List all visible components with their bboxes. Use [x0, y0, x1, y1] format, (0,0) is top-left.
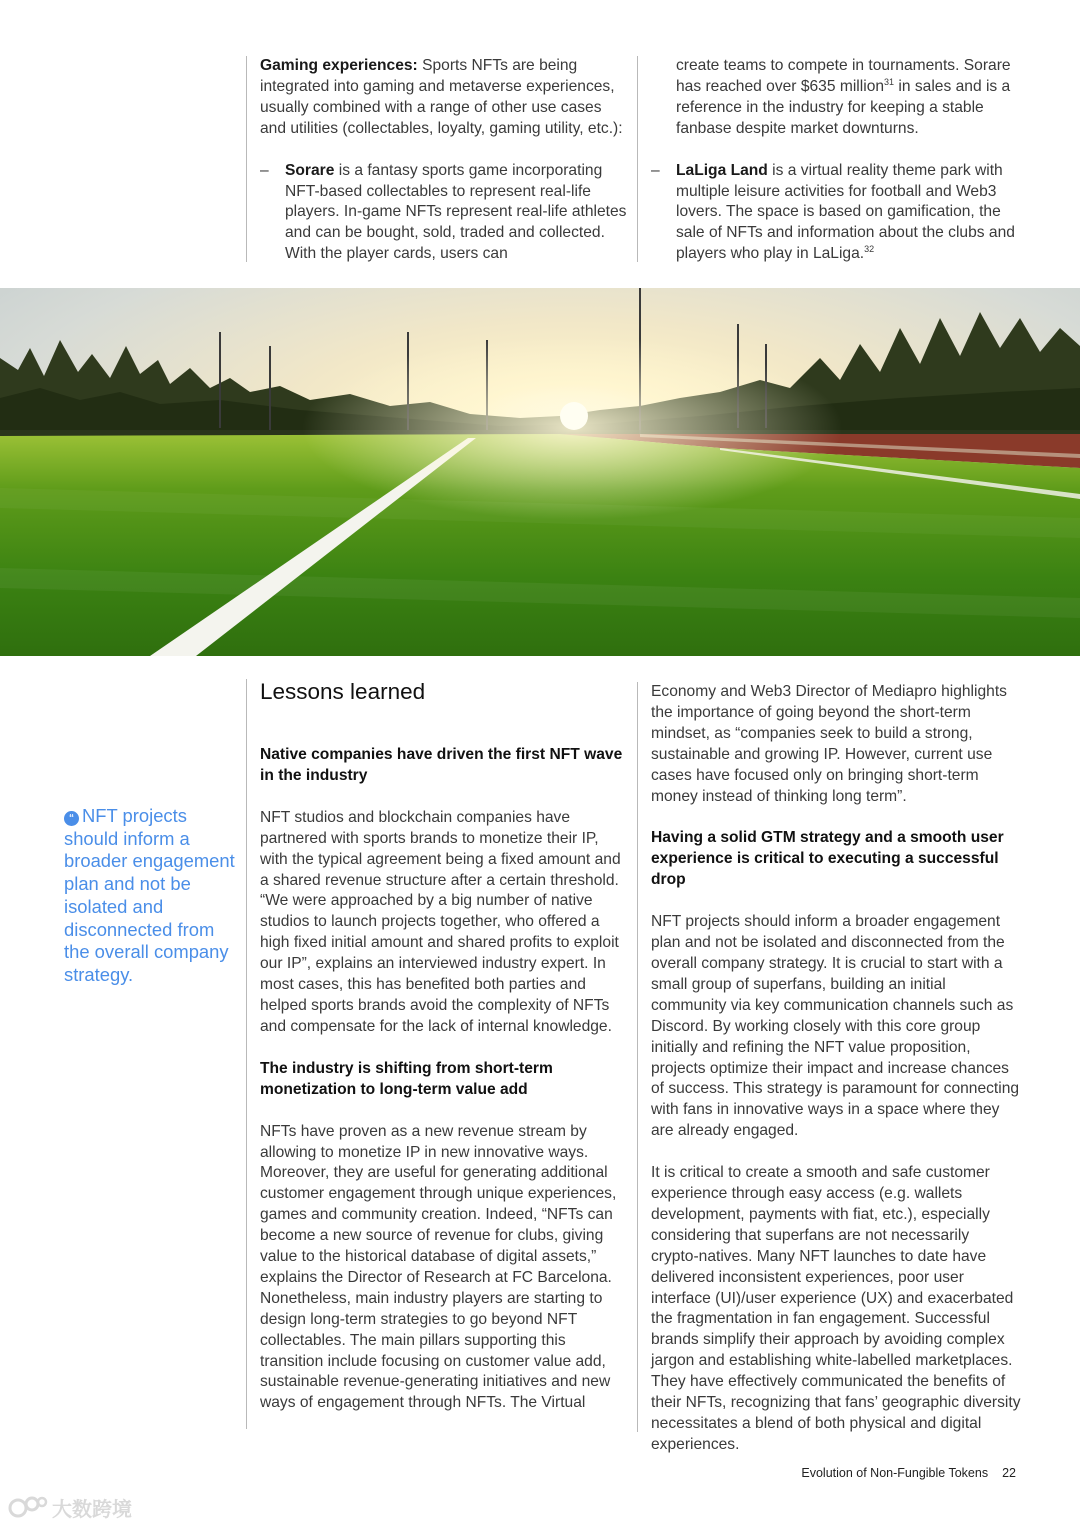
- industry-shift-paragraph: NFTs have proven as a new revenue stream by allowing to monetize IP in new innovative ways. Moreover, they are useful for generating additional customer engagement through unique experiences, games and community creation. Indeed, “NFTs can become a new source of revenue for clubs, giving value to the historical database of digital assets,” explains the Director of Research at FC Barcelona. Nonetheless, main industry players are starting to design long-term strategies to go beyond NFT collectables. The main pillars supporting this transition include focusing on customer value add, sustainable revenue-generating initiatives and new ways of engagement through NFTs. The Virtual: [260, 1122, 617, 1412]
- footnote-31: 31: [884, 76, 895, 87]
- industry-shift-subheading: The industry is shifting from short-term monetization to long-term value add: [260, 1059, 553, 1098]
- dash-bullet: –: [260, 161, 269, 179]
- sorare-name: Sorare: [285, 161, 335, 179]
- lessons-heading: Lessons learned: [260, 679, 426, 704]
- mediapro-paragraph: Economy and Web3 Director of Mediapro highlights the importance of going beyond the short-term mindset, as “companies seek to build a strong, sustainable and growing IP. However, current use cases have focused only on bringing short-term money instead of thinking long term”.: [651, 683, 1007, 805]
- gtm-strategy-subheading: Having a solid GTM strategy and a smooth user experience is critical to executing a successful drop: [651, 829, 1004, 889]
- football-field-photo: [0, 288, 1080, 656]
- laliga-text: is a virtual reality theme park with multiple leisure activities for football and Web3 lovers. The space is based on gamification, the sale of NFTs and information about the clubs and players who play in LaLiga.: [676, 161, 1015, 263]
- page-number: 22: [1002, 1466, 1016, 1480]
- top-right-column: [637, 56, 1021, 262]
- gtm-strategy-paragraph: NFT projects should inform a broader engagement plan and not be isolated and disconnected from the overall company strategy. It is crucial to start with a small group of superfans, building an initial community via key communication channels such as Discord. By working closely with this core group initially and refining the NFT value proposition, projects optimize their impact and increase chances of success. This strategy is paramount for connecting with fans in innovative ways in a space where they are already engaged.: [651, 913, 1020, 1140]
- top-left-column: [246, 56, 630, 262]
- watermark-logo-icon: [8, 1494, 48, 1520]
- customer-experience-paragraph: It is critical to create a smooth and safe customer experience through easy access (e.g. wallets development, payments with fiat, etc.), especially considering that superfans are not necessarily crypto-natives. Many NFT launches to date have delivered inconsistent experiences, poor user interface (UI)/user experience (UX) and exacerbated the fragmentation in fan engagement. Successful brands simplify their approach by avoiding complex jargon and establishing white-labelled marketplaces. They have effectively communicated the benefits of their NFTs, recognizing that fans’ geographic diversity necessitates a blend of both physical and digital experiences.: [651, 1164, 1021, 1453]
- dash-bullet: –: [651, 161, 660, 179]
- gaming-intro-label: Gaming experiences:: [260, 57, 418, 74]
- quote-icon: “: [64, 811, 79, 826]
- gaming-intro-text: Sports NFTs are being integrated into gaming and metaverse experiences, usually combined with a range of other use cases and utilities (collectables, loyalty, gaming utility, etc.):: [260, 57, 623, 137]
- sorare-continuation: [651, 56, 1021, 140]
- native-companies-subheading: Native companies have driven the first NFT wave in the industry: [260, 746, 623, 784]
- footer-title: Evolution of Non-Fungible Tokens: [801, 1466, 989, 1480]
- sorare-cont-text-b: in sales and is a reference in the industry for keeping a stable fanbase despite market downturns.: [676, 77, 1011, 137]
- sorare-cont-text-a: create teams to compete in tournaments. Sorare has reached over $635 million: [676, 57, 1011, 95]
- pull-quote-text: NFT projects should inform a broader engagement plan and not be isolated and disconnected from the overall company strategy.: [64, 805, 235, 985]
- gaming-intro-paragraph: [260, 56, 630, 140]
- laliga-list-item: [651, 161, 1021, 266]
- pull-quote: [64, 805, 236, 987]
- watermark: [8, 1491, 132, 1523]
- page-footer: [801, 1466, 1016, 1480]
- sorare-text: is a fantasy sports game incorporating NFT-based collectables to represent real-life players. In-game NFTs represent real-life athletes and can be bought, sold, traded and collected. With the player cards, users can: [285, 161, 627, 263]
- lessons-right-column: [637, 682, 1021, 1453]
- laliga-name: LaLiga Land: [676, 161, 768, 179]
- lessons-left-column: [246, 679, 630, 1429]
- watermark-text: 大数跨境: [52, 1498, 132, 1521]
- footnote-32: 32: [864, 244, 875, 255]
- native-companies-paragraph: NFT studios and blockchain companies have partnered with sports brands to monetize their IP, with the typical agreement being a fixed amount and a shared revenue structure after a certain threshold. “We were approached by a big number of native studios to launch projects together, who offered a high fixed initial amount and shared profits to exploit our IP”, explains an interviewed industry expert. In most cases, this has benefited both parties and helped sports brands avoid the complexity of NFTs and compensate for the lack of internal knowledge.: [260, 808, 621, 1035]
- sorare-list-item: [260, 161, 630, 266]
